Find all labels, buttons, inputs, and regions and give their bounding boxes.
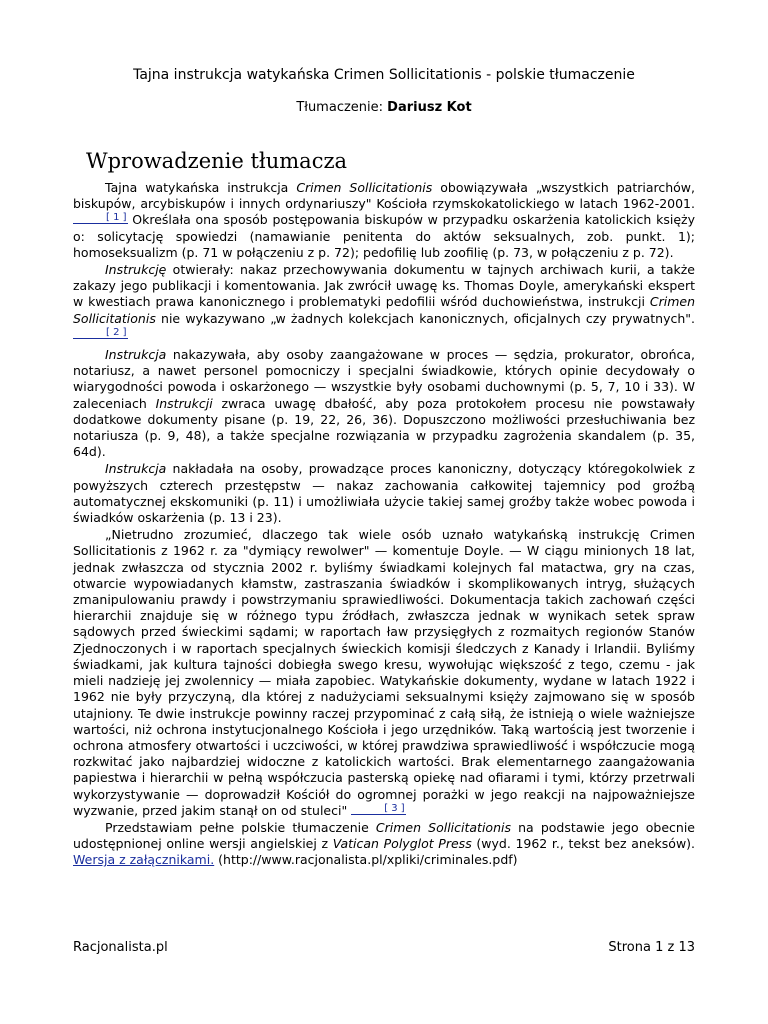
p6-text-a: Przedstawiam pełne polskie tłumaczenie [105,819,376,835]
footnote-link-2[interactable]: [ 2 ] [73,328,128,339]
p1-text-c: obowiązywała „wszystkich patriarchów, biskupów, arcybiskupów i innych ordynariuszy" Kościoła rzymskokatolickiego w latach 1962-2001. [73,180,695,212]
footnote-link-1[interactable]: [ 1 ] [73,213,128,224]
footer-site-name: Racjonalista.pl [73,940,168,955]
attachments-link[interactable]: Wersja z załącznikami. [73,852,215,868]
document-title: Tajna instrukcja watykańska Crimen Sollicitationis - polskie tłumaczenie [133,67,635,83]
pdf-url-text: (http://www.racjonalista.pl/xpliki/criminales.pdf) [214,852,518,868]
p6-text-c: na podstawie jego obecnie udostępnionej online wersji angielskiej z [73,819,695,852]
translator-line [0,100,768,115]
p3-italic-a: Instrukcja [105,347,167,363]
document-body [73,180,695,869]
translator-label: Tłumaczenie: [296,100,384,115]
p4-text-b: nakładała na osoby, prowadzące proces kanoniczny, dotyczący któregokolwiek z powyższych czterech przestępstw — nakaz zachowania całkowitej tajemnicy pod groźbą automatycznej ekskomuniki (p. 11) i umożliwiała użycie takiej samej groźby także wobec powoda i świadków oskarżenia (p. 13 i 23). [73,461,695,526]
p6-text-e: (wyd. 1962 r., tekst bez aneksów). [471,836,696,852]
translator-name: Dariusz Kot [387,100,472,115]
p3-text-d: zwraca uwagę dbałość, aby poza protokołem procesu nie powstawały dodatkowe dokumenty pisane (p. 19, 22, 26, 36). Dopuszczono możliwości przesłuchiwania bez notariusza (p. 9, 48), a także specjalne rozwiązania w przypadku zagrożenia skandalem (p. 35, 64d). [73,395,695,460]
p5-quote-text: „Nietrudno zrozumieć, dlaczego tak wiele osób uznało watykańską instrukcję Crimen Sollicitationis z 1962 r. za "dymiący rewolwer" — komentuje Doyle. — W ciągu minionych 18 lat, jednak zwłaszcza od stycznia 2002 r. byliśmy świadkami kolejnych fal matactwa, gry na czas, otwarcie wypowiadanych kłamstw, zastraszania świadków i skomplikowanych intryg, służących zmanipulowaniu prawdy i powstrzymaniu sprawiedliwości. Dokumentacja takich zachowań części hierarchii znajduje się w różnego typu źródłach, zwłaszcza jednak w wynikach setek spraw sądowych przed świeckimi sądami; w raportach ław przysięgłych z rozmaitych regionów Stanów Zjednoczonych i w raportach specjalnych świeckich komisji śledczych z Kanady i Irlandii. Byliśmy świadkami, jak kultura tajności dobiegła swego kresu, wywołując większość z tego, czemu - jak mieli nadzieję jej zwolennicy — miała zapobiec. Watykańskie dokumenty, wydane w latach 1922 i 1962 nie były przyczyną, dla której z nadużyciami seksualnymi księży zajmowano się w sposób utajniony. Te dwie instrukcje powinny raczej przypominać z całą siłą, że istnieją o wiele ważniejsze wartości, niż ochrona instytucjonalnego Kościoła i jego urzędników. Taką wartością jest tworzenie i ochrona atmosfery otwartości i uczciwości, w której prawdziwa sprawiedliwość i współczucie mogą rozkwitać jako najbardziej widoczne z katolickich wartości. Brak elementarnego zaangażowania papiestwa i hierarchii w pełną współczucia pasterską opiekę nad ofiarami i tymi, którzy przetrwali wykorzystywanie — doprowadził Kościół do ogromnej porażki w jego reakcji na najpoważniejsze wyzwanie, przed jakim stanął on od stuleci" [73,527,695,818]
paragraph-5 [73,527,695,819]
p3-text-b: nakazywała, aby osoby zaangażowane w proces — sędzia, prokurator, obrońca, notariusz, a nawet personel pomocniczy i specjalni świadkowie, których opinie decydowały o wiarygodności powoda i oskarżonego — wszystkie były osobami duchownymi (p. 5, 7, 10 i 33). W zaleceniach [73,347,695,411]
p6-title-italic: Crimen Sollicitationis [375,819,511,835]
p2-text-b: otwierały: nakaz przechowywania dokumentu w tajnych archiwach kurii, a także zakazy jego publikacji i komentowania. Jak zwrócił uwagę ks. Thomas Doyle, amerykański ekspert w kwestiach prawa kanonicznego i problematyki pedofilii wśród duchowieństwa, instrukcji [73,262,695,310]
paragraph-1 [73,180,695,261]
paragraph-3 [73,347,695,460]
p1-text-d: Określała ona sposób postępowania biskupów w przypadku oskarżenia katolickich księży o: solicytację spowiedzi (namawianie penitenta do aktów seksualnych, zob. punkt. 1); homoseksualizm (p. 71 w połączeniu z p. 72); pedofilię lub zoofilię (p. 73, w połączeniu z p. 72). [73,212,695,260]
footnote-link-3[interactable]: [ 3 ] [351,804,406,815]
paragraph-2 [73,262,695,343]
paragraph-4 [73,461,695,526]
p2-title-italic: Crimen Sollicitationis [73,294,695,326]
p4-italic-a: Instrukcja [105,461,167,477]
paragraph-6 [73,820,695,869]
p2-italic-a: Instrukcję [105,262,167,278]
p6-publisher-italic: Vatican Polyglot Press [332,836,472,852]
p1-title-italic: Crimen Sollicitationis [296,180,433,195]
p2-text-d: nie wykazywano „w żadnych kolekcjach kanonicznych, oficjalnych czy prywatnych". [155,310,695,326]
p1-text-a: Tajna watykańska instrukcja [105,180,297,195]
section-heading: Wprowadzenie tłumacza [86,149,348,173]
p3-italic-c: Instrukcji [155,395,213,411]
footer-page-number: Strona 1 z 13 [608,940,695,955]
